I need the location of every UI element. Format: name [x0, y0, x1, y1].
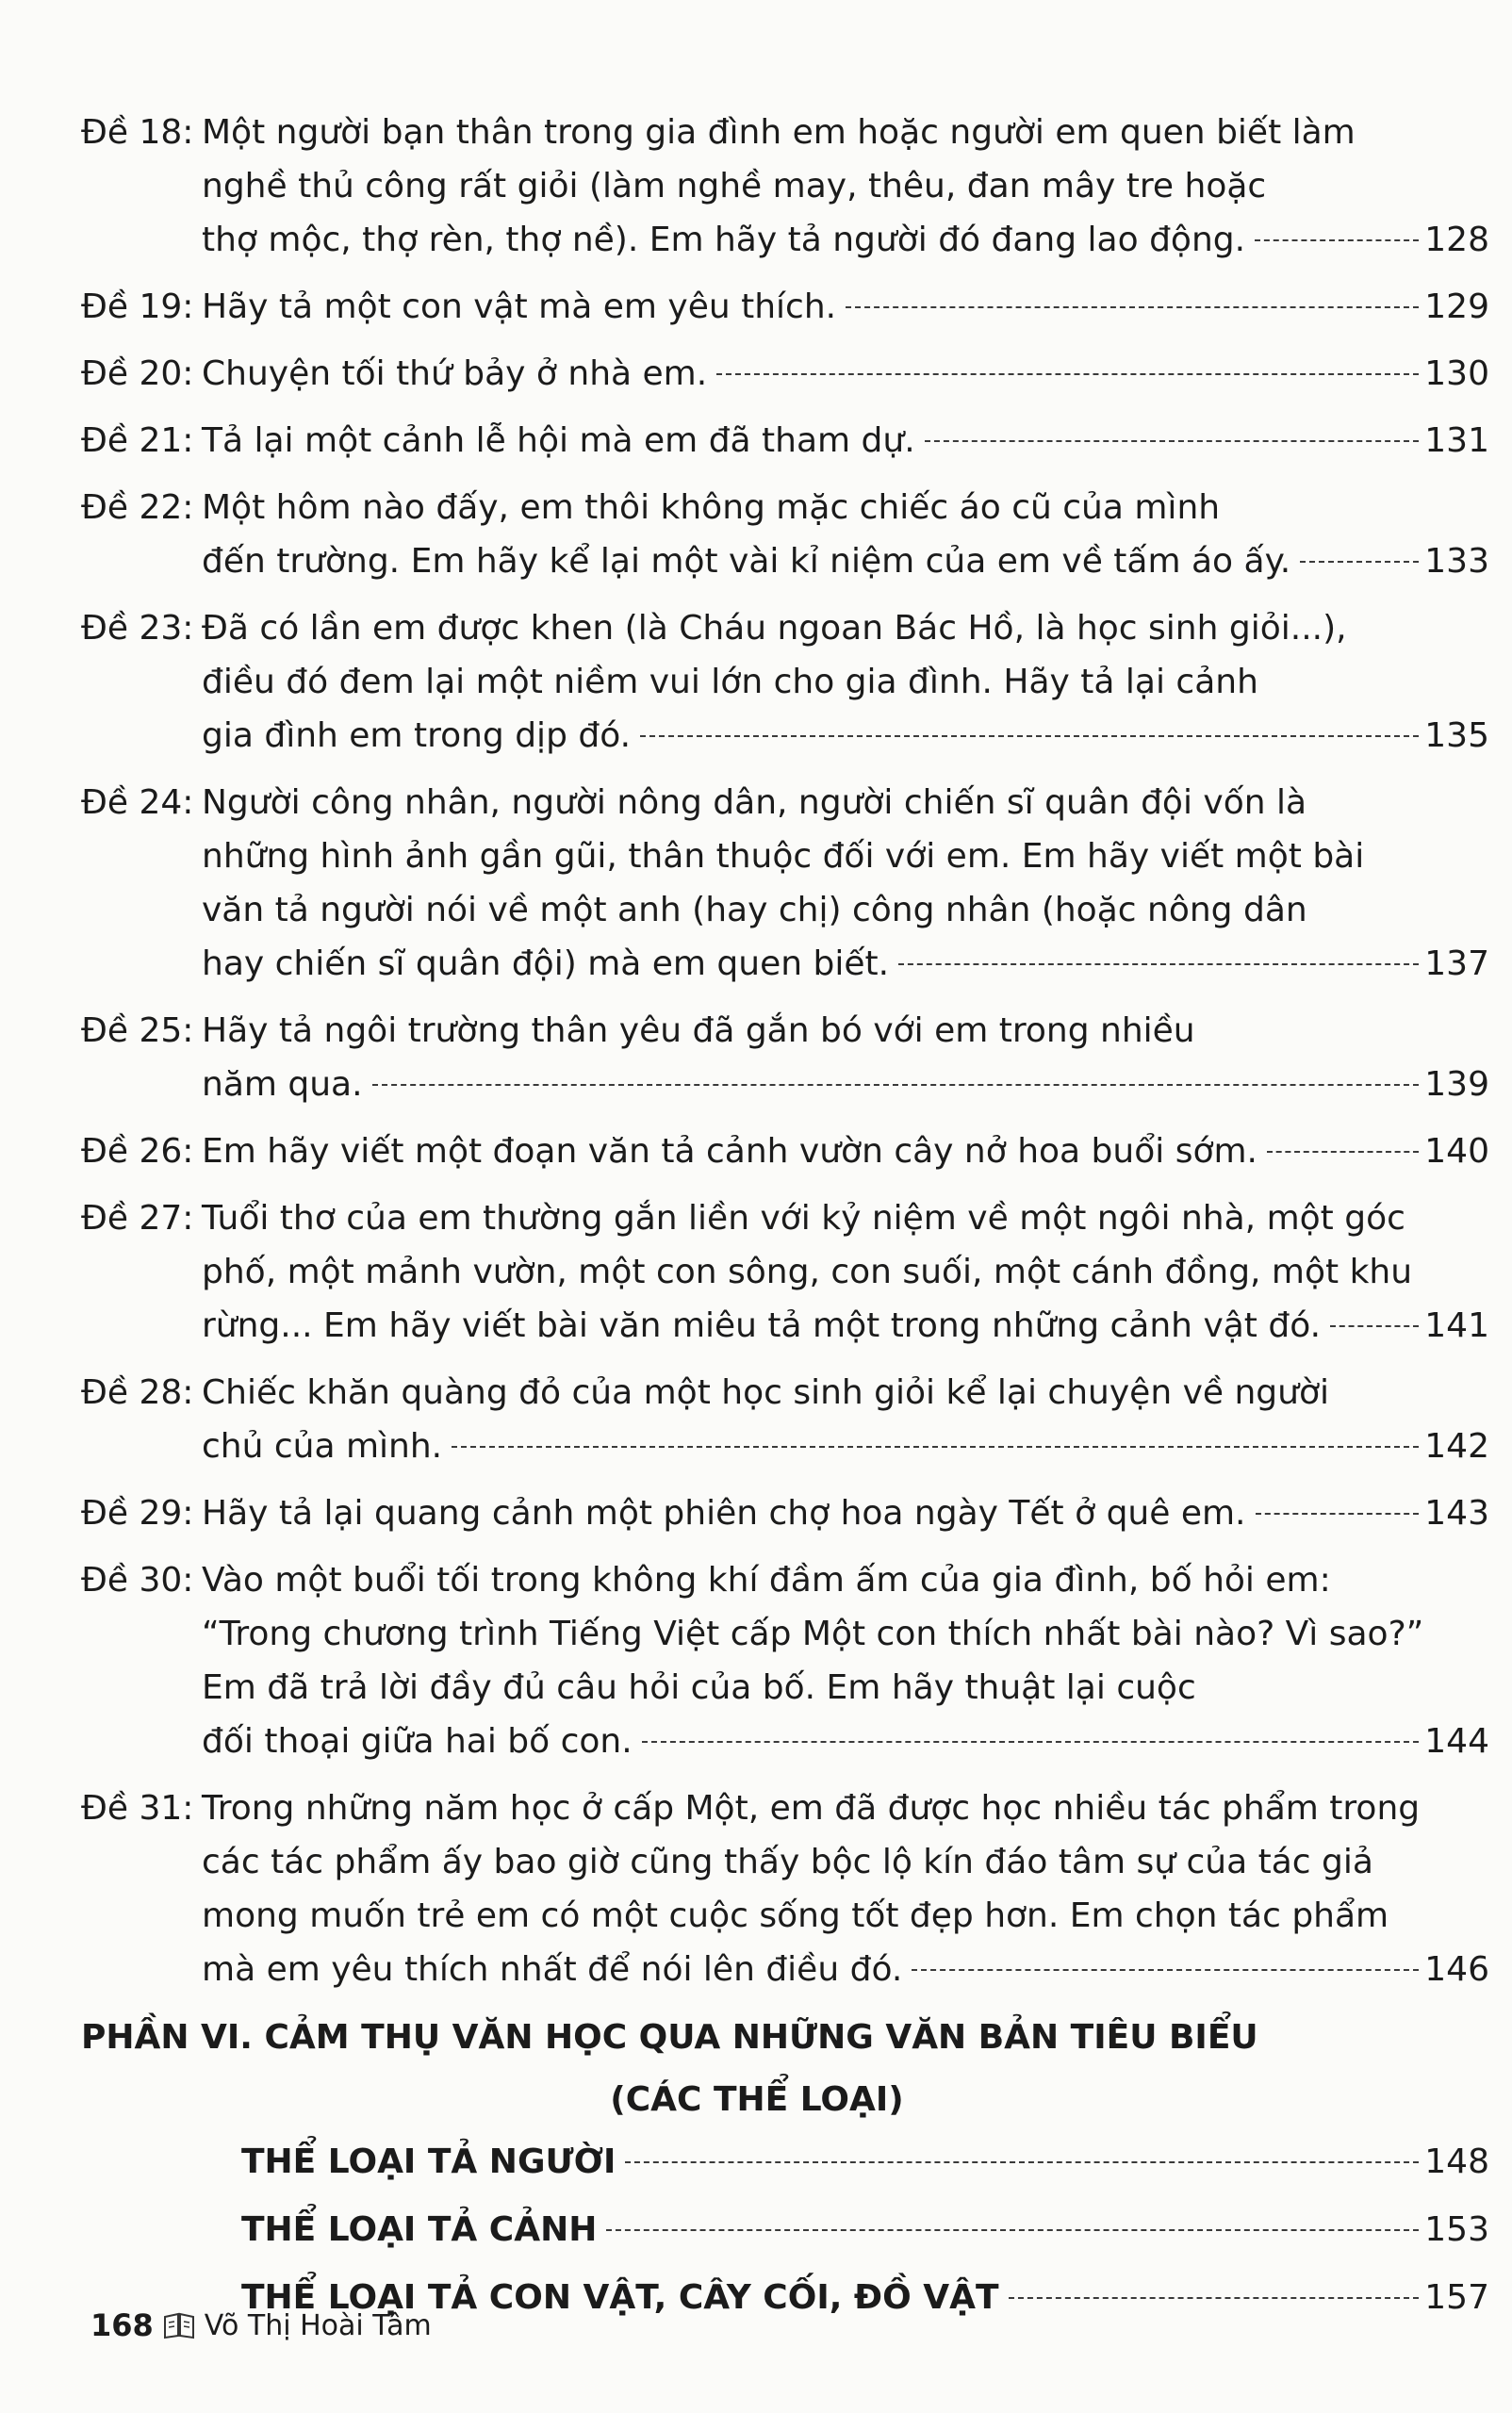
- entry-page-number: 131: [1424, 421, 1489, 460]
- toc-entry: [81, 481, 1489, 588]
- entry-text: [202, 1486, 1489, 1540]
- entry-text: [202, 1191, 1489, 1353]
- entry-last-line: [202, 347, 1489, 401]
- dot-leader: [372, 1084, 1420, 1086]
- entry-text: [202, 1781, 1489, 1996]
- entry-label: Đề 29:: [81, 1494, 194, 1533]
- toc-entry: [81, 776, 1489, 991]
- entry-line: Tả lại một cảnh lễ hội mà em đã tham dự.: [202, 421, 915, 460]
- dot-leader: [1300, 561, 1419, 563]
- entry-line: Tuổi thơ của em thường gắn liền với kỷ niệm về một ngôi nhà, một góc: [202, 1199, 1405, 1238]
- entry-text: [202, 106, 1489, 267]
- dot-leader: [925, 440, 1420, 442]
- entry-text: [202, 280, 1489, 334]
- toc-entry: [81, 1486, 1489, 1540]
- entry-text: [202, 481, 1489, 588]
- entry-line: rừng... Em hãy viết bài văn miêu tả một trong những cảnh vật đó.: [202, 1306, 1322, 1345]
- table-of-contents: [81, 106, 1489, 2332]
- entry-label: Đề 22:: [81, 488, 194, 527]
- dot-leader: [1330, 1325, 1419, 1327]
- entry-page-number: 146: [1424, 1950, 1489, 1989]
- book-logo-icon: [163, 2311, 195, 2339]
- entry-text: [202, 601, 1489, 763]
- entry-line: Người công nhân, người nông dân, người chiến sĩ quân đội vốn là: [202, 783, 1307, 822]
- entry-line: Đã có lần em được khen (là Cháu ngoan Bác Hồ, là học sinh giỏi...),: [202, 609, 1347, 648]
- entry-line: Hãy tả ngôi trường thân yêu đã gắn bó với em trong nhiều: [202, 1011, 1195, 1050]
- toc-entry: [81, 414, 1489, 468]
- toc-entry: [81, 601, 1489, 763]
- toc-entry: [81, 1781, 1489, 1996]
- entry-label: Đề 24:: [81, 783, 194, 822]
- entry-text: [202, 1004, 1489, 1111]
- dot-leader: [1009, 2297, 1420, 2299]
- entry-line: đối thoại giữa hai bố con.: [202, 1722, 633, 1761]
- entry-page-number: 144: [1424, 1722, 1489, 1761]
- dot-leader: [1256, 1513, 1420, 1515]
- dot-leader: [1255, 239, 1419, 241]
- entry-page-number: 137: [1424, 944, 1489, 983]
- entry-page-number: 140: [1424, 1132, 1489, 1171]
- entry-line: “Trong chương trình Tiếng Việt cấp Một con thích nhất bài nào? Vì sao?”: [202, 1615, 1424, 1653]
- entry-text: [202, 1366, 1489, 1473]
- entry-line: Chuyện tối thứ bảy ở nhà em.: [202, 354, 708, 393]
- toc-entry: [81, 1004, 1489, 1111]
- entry-line: mong muốn trẻ em có một cuộc sống tốt đẹp hơn. Em chọn tác phẩm: [202, 1896, 1389, 1935]
- entry-line: Hãy tả một con vật mà em yêu thích.: [202, 287, 837, 326]
- dot-leader: [452, 1446, 1419, 1448]
- entry-line: điều đó đem lại một niềm vui lớn cho gia đình. Hãy tả lại cảnh: [202, 663, 1258, 701]
- entry-label: Đề 25:: [81, 1011, 194, 1050]
- entry-last-line: [202, 1124, 1489, 1178]
- entry-last-line: [202, 1943, 1489, 1996]
- toc-entry: [81, 1366, 1489, 1473]
- entry-line: chủ của mình.: [202, 1427, 443, 1466]
- entry-label: Đề 23:: [81, 609, 194, 648]
- dot-leader: [898, 963, 1419, 965]
- entry-line: Em hãy viết một đoạn văn tả cảnh vườn cây nở hoa buổi sớm.: [202, 1132, 1257, 1171]
- part-item: [241, 2128, 1489, 2196]
- entry-line: Một hôm nào đấy, em thôi không mặc chiếc áo cũ của mình: [202, 488, 1221, 527]
- entry-label: Đề 27:: [81, 1199, 194, 1238]
- entry-line: những hình ảnh gần gũi, thân thuộc đối với em. Em hãy viết một bài: [202, 837, 1365, 876]
- entry-line: gia đình em trong dịp đó.: [202, 716, 632, 755]
- entry-last-line: [202, 1299, 1489, 1353]
- entry-text: [202, 414, 1489, 468]
- entry-last-line: [202, 1486, 1489, 1540]
- entry-line: Trong những năm học ở cấp Một, em đã được học nhiều tác phẩm trong: [202, 1789, 1421, 1828]
- part-subtitle: (CÁC THỂ LOẠI): [610, 2080, 904, 2119]
- entry-text: [202, 776, 1489, 991]
- dot-leader: [1267, 1151, 1419, 1153]
- entry-page-number: 142: [1424, 1427, 1489, 1466]
- toc-entries: [81, 106, 1489, 1996]
- dot-leader: [606, 2229, 1419, 2231]
- entry-text: [202, 1124, 1489, 1178]
- entry-page-number: 141: [1424, 1306, 1489, 1345]
- entry-line: các tác phẩm ấy bao giờ cũng thấy bộc lộ kín đáo tâm sự của tác giả: [202, 1843, 1373, 1881]
- part-items: [81, 2128, 1489, 2332]
- dot-leader: [716, 373, 1419, 375]
- entry-line: nghề thủ công rất giỏi (làm nghề may, thêu, đan mây tre hoặc: [202, 167, 1267, 205]
- entry-line: thợ mộc, thợ rèn, thợ nề). Em hãy tả người đó đang lao động.: [202, 221, 1246, 259]
- toc-entry: [81, 347, 1489, 401]
- entry-line: Em đã trả lời đầy đủ câu hỏi của bố. Em hãy thuật lại cuộc: [202, 1668, 1196, 1707]
- entry-label: Đề 18:: [81, 113, 194, 152]
- entry-line: phố, một mảnh vườn, một con sông, con suối, một cánh đồng, một khu: [202, 1253, 1413, 1291]
- entry-line: Một người bạn thân trong gia đình em hoặc người em quen biết làm: [202, 113, 1356, 152]
- entry-label: Đề 30:: [81, 1561, 194, 1600]
- entry-label: Đề 26:: [81, 1132, 194, 1171]
- entry-line: năm qua.: [202, 1065, 363, 1104]
- dot-leader: [640, 735, 1419, 737]
- page-footer: [90, 2307, 432, 2343]
- entry-last-line: [202, 414, 1489, 468]
- part-item-title: THỂ LOẠI TẢ NGƯỜI: [241, 2142, 616, 2181]
- entry-label: Đề 21:: [81, 421, 194, 460]
- entry-line: Vào một buổi tối trong không khí đầm ấm của gia đình, bố hỏi em:: [202, 1561, 1331, 1600]
- toc-entry: [81, 1553, 1489, 1768]
- entry-page-number: 128: [1424, 221, 1489, 259]
- part-item-page-number: 148: [1424, 2142, 1489, 2181]
- dot-leader: [912, 1969, 1419, 1971]
- entry-line: Hãy tả lại quang cảnh một phiên chợ hoa ngày Tết ở quê em.: [202, 1494, 1246, 1533]
- toc-entry: [81, 1124, 1489, 1178]
- entry-label: Đề 28:: [81, 1373, 194, 1412]
- part-item-page-number: 153: [1424, 2210, 1489, 2249]
- entry-label: Đề 31:: [81, 1789, 194, 1828]
- dot-leader: [846, 306, 1419, 308]
- entry-line: hay chiến sĩ quân đội) mà em quen biết.: [202, 944, 890, 983]
- author-name: Võ Thị Hoài Tâm: [204, 2308, 432, 2342]
- entry-text: [202, 347, 1489, 401]
- entry-line: mà em yêu thích nhất để nói lên điều đó.: [202, 1950, 903, 1989]
- entry-page-number: 135: [1424, 716, 1489, 755]
- entry-last-line: [202, 280, 1489, 334]
- entry-last-line: [202, 1420, 1489, 1473]
- part-item-title: THỂ LOẠI TẢ CON VẬT, CÂY CỐI, ĐỒ VẬT: [241, 2278, 999, 2317]
- entry-line: văn tả người nói về một anh (hay chị) công nhân (hoặc nông dân: [202, 891, 1307, 929]
- dot-leader: [642, 1741, 1420, 1743]
- page-number: 168: [90, 2307, 154, 2343]
- entry-last-line: [202, 534, 1489, 588]
- entry-page-number: 130: [1424, 354, 1489, 393]
- entry-line: đến trường. Em hãy kể lại một vài kỉ niệm của em về tấm áo ấy.: [202, 542, 1291, 581]
- entry-last-line: [202, 213, 1489, 267]
- entry-page-number: 139: [1424, 1065, 1489, 1104]
- entry-last-line: [202, 709, 1489, 763]
- entry-page-number: 133: [1424, 542, 1489, 581]
- part-title: PHẦN VI. CẢM THỤ VĂN HỌC QUA NHỮNG VĂN BẢN TIÊU BIỂU: [81, 2018, 1258, 2057]
- entry-last-line: [202, 1715, 1489, 1768]
- part-item: [241, 2196, 1489, 2264]
- entry-label: Đề 20:: [81, 354, 194, 393]
- entry-last-line: [202, 937, 1489, 991]
- toc-entry: [81, 280, 1489, 334]
- part-item-title: THỂ LOẠI TẢ CẢNH: [241, 2210, 598, 2249]
- dot-leader: [625, 2161, 1419, 2163]
- entry-last-line: [202, 1058, 1489, 1111]
- entry-page-number: 143: [1424, 1494, 1489, 1533]
- entry-text: [202, 1553, 1489, 1768]
- toc-entry: [81, 1191, 1489, 1353]
- entry-line: Chiếc khăn quàng đỏ của một học sinh giỏi kể lại chuyện về người: [202, 1373, 1329, 1412]
- part-item-page-number: 157: [1424, 2278, 1489, 2317]
- entry-label: Đề 19:: [81, 287, 194, 326]
- toc-entry: [81, 106, 1489, 267]
- entry-page-number: 129: [1424, 287, 1489, 326]
